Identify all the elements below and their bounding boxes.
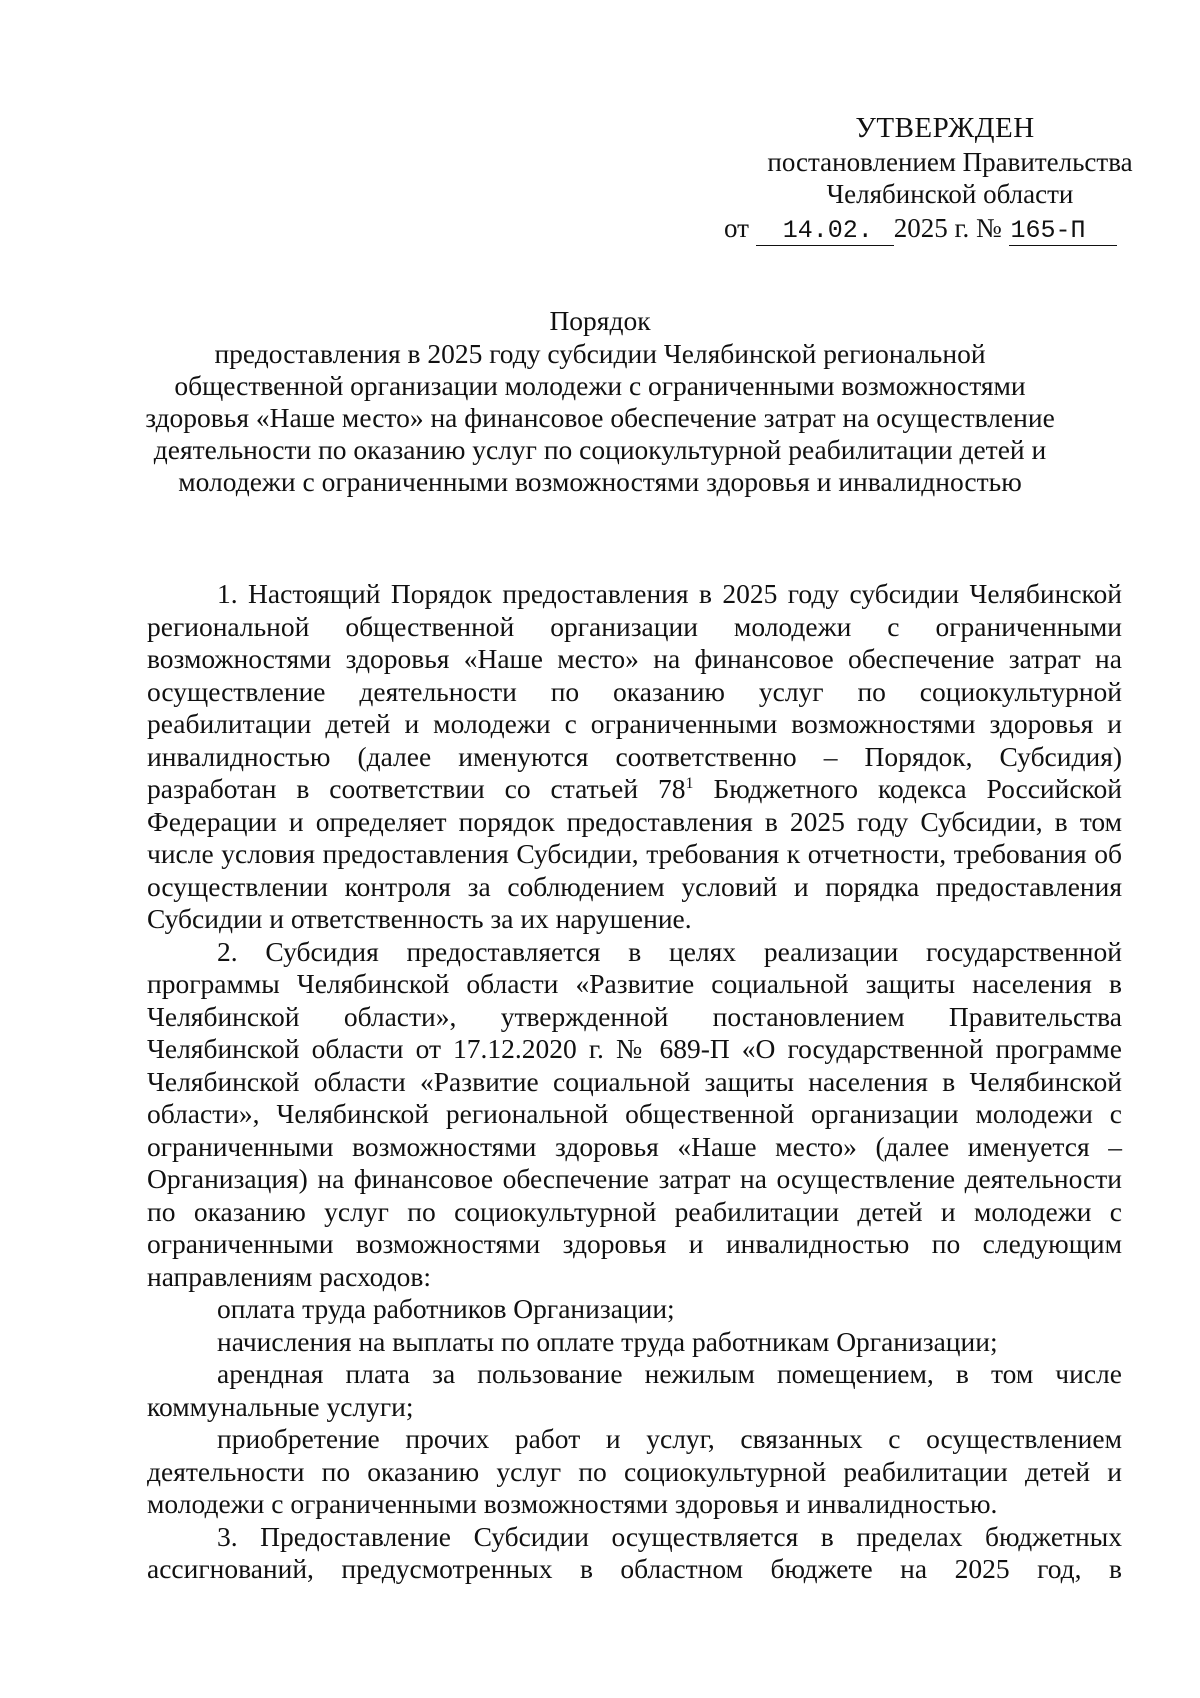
expense-item-4: приобретение прочих работ и услуг, связанных с осуществлением деятельности по оказанию услуг по социокультурной реабилитации детей и молодежи с ограниченными возможностями здоровья и инвалидностью. [147, 1423, 1122, 1519]
expense-item-2: начисления на выплаты по оплате труда работникам Организации; [217, 1325, 998, 1357]
approval-date-line [700, 212, 1140, 246]
expense-item-1: оплата труда работников Организации; [217, 1293, 675, 1324]
date-value: 14.02. [756, 217, 894, 246]
paragraph-2: 2. Субсидия предоставляется в целях реализации государственной программы Челябинской области «Развитие социальной защиты населения в Челябинской области», утвержденной постановлением Правительства Челябинской области от 17.12.2020 г. № 689-П «О государственной программе Челябинской области «Развитие социальной защиты населения в Челябинской области», Челябинской региональной общественной организации молодежи с ограниченными возможностями здоровья «Наше место» (далее именуется – Организация) на финансовое обеспечение затрат на осуществление деятельности по оказанию услуг по социокультурной реабилитации детей и молодежи с ограниченными возможностями здоровья и инвалидностью по следующим направлениям расходов: [147, 935, 1122, 1292]
date-suffix: 2025 г. № [893, 213, 1002, 243]
approval-line-2: Челябинской области [826, 179, 1074, 209]
document-title-line-3: здоровья «Наше место» на финансовое обеспечение затрат на осуществление [145, 402, 1055, 433]
approval-stamp [700, 112, 1140, 246]
article-superscript: 1 [685, 775, 694, 792]
document-title-line-5: молодежи с ограниченными возможностями здоровья и инвалидностью [178, 466, 1022, 497]
date-prefix: от [724, 213, 749, 243]
document-title-block [120, 305, 1080, 498]
decree-number: 165-П [1009, 217, 1117, 246]
document-kind: Порядок [549, 305, 651, 336]
approval-title: УТВЕРЖДЕН [855, 112, 1035, 144]
paragraph-1-part-b: Бюджетного кодекса Российской Федерации и определяет порядок предоставления в 2025 году Субсидии, в том числе условия предоставления Субсидии, требования к отчетности, требования об осуществлении контроля за соблюдением условий и порядка предоставления Субсидии и ответственность за их нарушение. [147, 773, 1122, 934]
paragraph-3: 3. Предоставление Субсидии осуществляется в пределах бюджетных ассигнований, предусмотренных в областном бюджете на 2025 год, в [147, 1520, 1122, 1584]
document-body [147, 578, 1122, 1586]
document-title-line-4: деятельности по оказанию услуг по социокультурной реабилитации детей и [153, 434, 1047, 465]
document-title-line-2: общественной организации молодежи с ограниченными возможностями [174, 370, 1026, 401]
approval-line-1: постановлением Правительства [767, 147, 1133, 177]
expense-item-3: арендная плата за пользование нежилым помещением, в том числе коммунальные услуги; [147, 1358, 1122, 1422]
document-title-line-1: предоставления в 2025 году субсидии Челябинской региональной [214, 338, 986, 369]
paragraph-1 [147, 578, 1122, 936]
paragraph-1-part-a: 1. Настоящий Порядок предоставления в 2025 году субсидии Челябинской региональной общественной организации молодежи с ограниченными возможностями здоровья «Наше место» на финансовое обеспечение затрат на осуществление деятельности по оказанию услуг по социокультурной реабилитации детей и молодежи с ограниченными возможностями здоровья и инвалидностью (далее именуются соответственно – Порядок, Субсидия) разработан в соответствии со статьей 78 [147, 578, 1122, 804]
